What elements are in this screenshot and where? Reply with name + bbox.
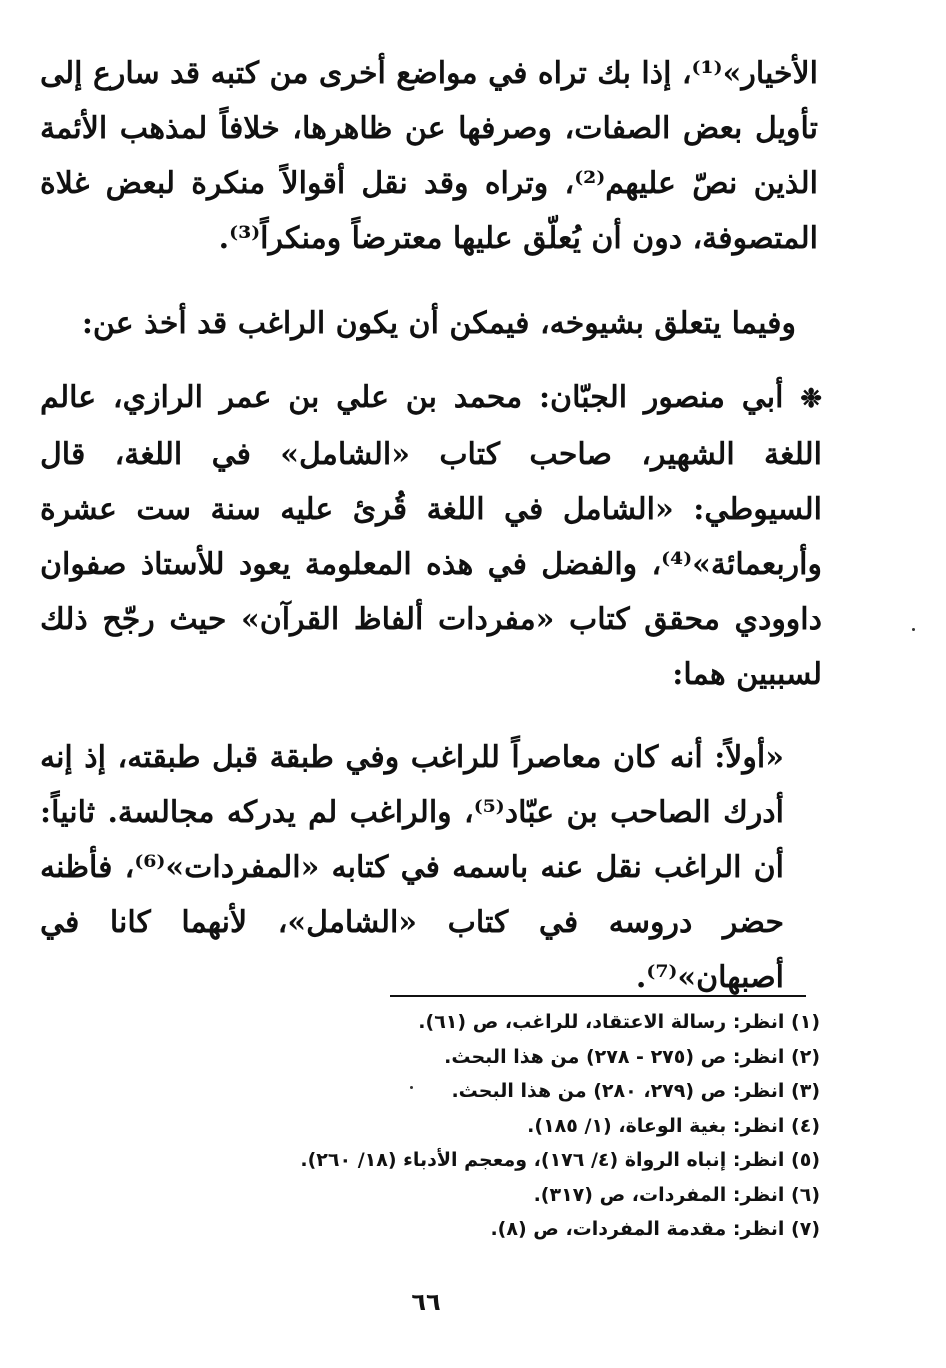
paragraph-teachers-intro: وفيما يتعلق بشيوخه، فيمكن أن يكون الراغب قد أخذ عن:	[81, 306, 796, 341]
footnotes-list	[120, 1005, 820, 1247]
footnote-item: (٦) انظر: المفردات، ص (٣١٧).	[533, 1183, 820, 1206]
paragraph-intro: الأخيار»⁽¹⁾، إذا بك تراه في مواضع أخرى من كتبه قد سارع إلى تأويل بعض الصفات، وصرفها عن ظاهرها، خلافاً لمذهب الأئمة الذين نصّ عليهم⁽²⁾، وتراه وقد نقل أقوالاً منكرة لبعض غلاة المتصوفة، دون أن يُعلّق عليها معترضاً ومنكراً⁽³⁾.	[40, 56, 819, 256]
paragraph-teacher-entry	[40, 370, 822, 702]
footnote-item: (١) انظر: رسالة الاعتقاد، للراغب، ص (٦١).	[418, 1011, 820, 1033]
speck-mark	[912, 628, 915, 631]
footnote-item: (٥) انظر: إنباه الرواة (٤/ ١٧٦)، ومعجم الأدباء (١٨/ ٢٦٠).	[300, 1149, 820, 1171]
paragraph-quotation: «أولاً: أنه كان معاصراً للراغب وفي طبقة قبل طبقته، إذ إنه أدرك الصاحب بن عبّاد⁽⁵⁾، والراغب لم يدركه مجالسة. ثانياً: أن الراغب نقل عنه باسمه في كتابه «المفردات»⁽⁶⁾، فأظنه حضر دروسه في كتاب «الشامل»، لأنهما كانا في أصبهان»⁽⁷⁾.	[40, 740, 785, 995]
page-number: ٦٦	[411, 1288, 441, 1316]
footnote-item: (٧) انظر: مقدمة المفردات، ص (٨).	[490, 1218, 820, 1240]
footnote-item: (٣) انظر: ص (٢٧٩، ٢٨٠) من هذا البحث.	[451, 1080, 820, 1102]
bullet-icon: ❉	[800, 384, 822, 414]
teacher-entry-text: أبي منصور الجبّان: محمد بن علي بن عمر الرازي، عالم اللغة الشهير، صاحب كتاب «الشامل» في اللغة، قال السيوطي: «الشامل في اللغة قُرئ عليه سنة ست عشرة وأربعمائة»⁽⁴⁾، والفضل في هذه المعلومة يعود للأستاذ صفوان داوودي محقق كتاب «مفردات ألفاظ القرآن» حيث رجّح ذلك لسببين هما:	[40, 380, 822, 692]
speck-mark	[410, 1086, 413, 1089]
footnote-item: (٢) انظر: ص (٢٧٥ - ٢٧٨) من هذا البحث.	[444, 1045, 820, 1068]
footnote-separator	[390, 995, 806, 997]
footnote-item: (٤) انظر: بغية الوعاة، (١/ ١٨٥).	[527, 1114, 820, 1137]
